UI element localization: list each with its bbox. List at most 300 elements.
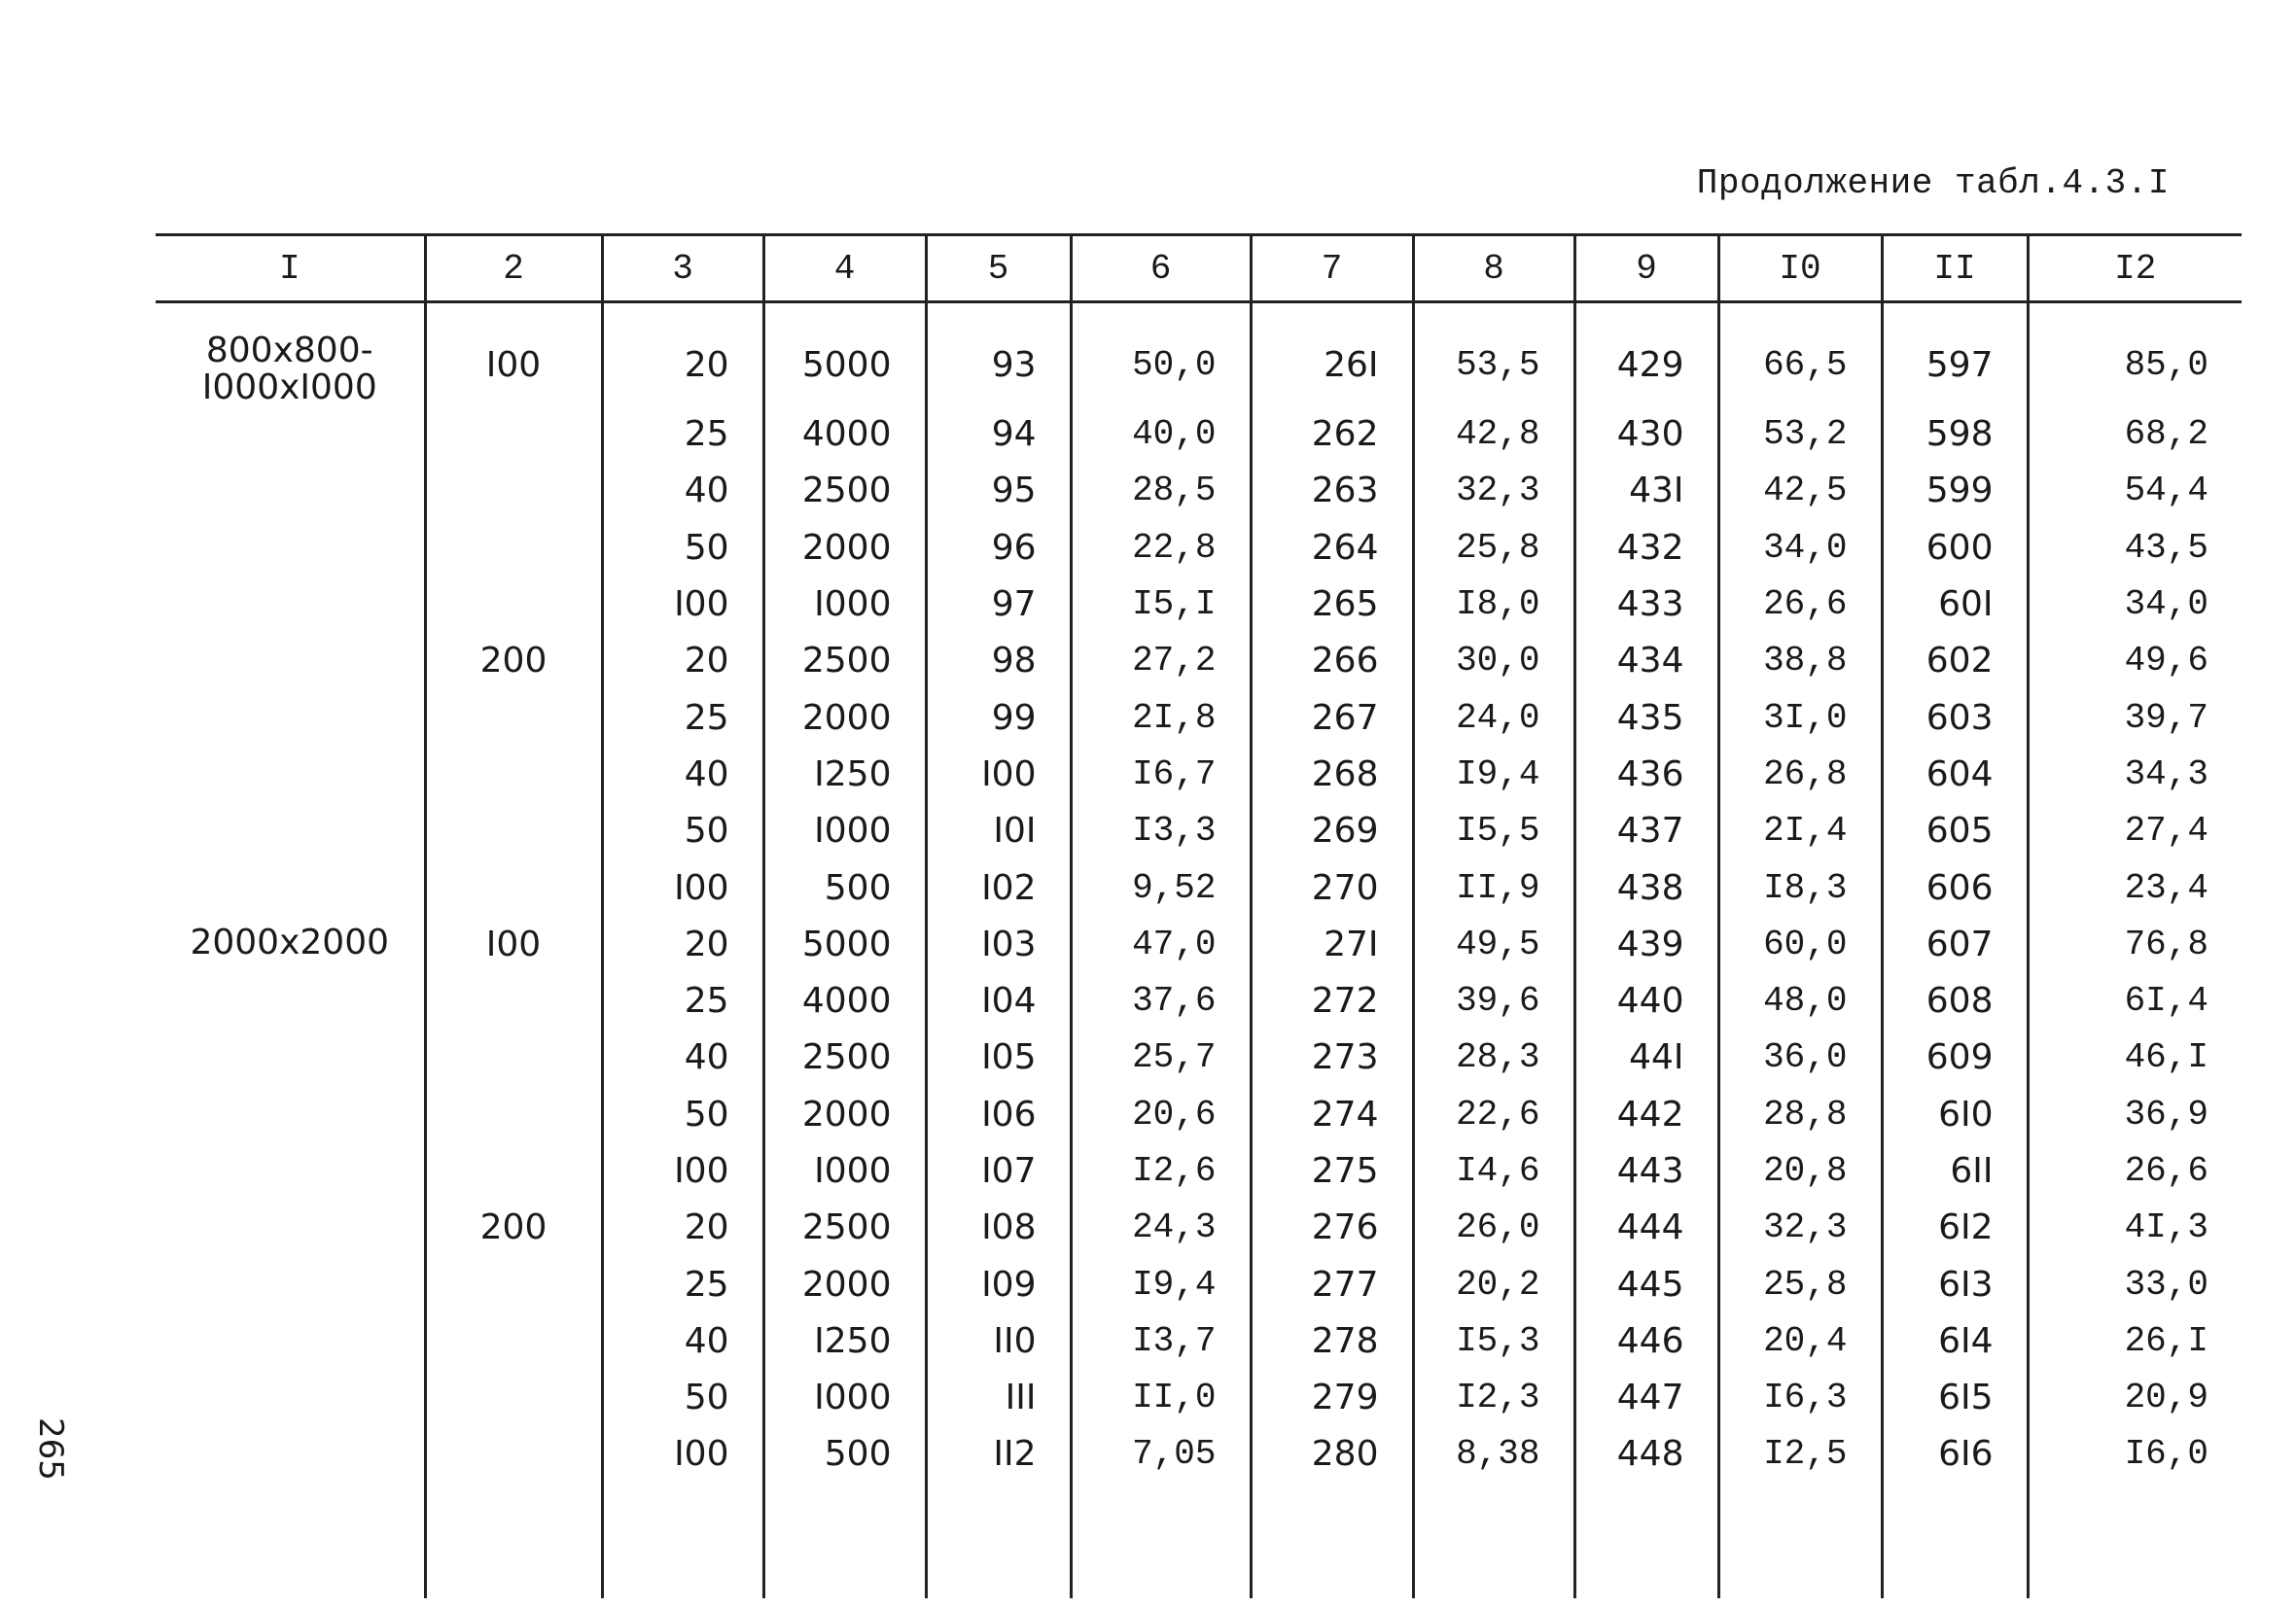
spacer-cell [926, 302, 1071, 326]
table-cell-col-1 [156, 1200, 425, 1256]
spacer-cell [1071, 302, 1251, 326]
table-cell-col-7: 280 [1251, 1426, 1413, 1483]
table-cell-col-12: 43,5 [2028, 520, 2242, 577]
table-cell-col-9: 443 [1574, 1143, 1718, 1200]
table-cell-col-4: I000 [763, 1370, 926, 1426]
table-row [156, 325, 2242, 406]
spacer-cell [425, 302, 602, 326]
table-cell-col-5: 97 [926, 577, 1071, 633]
table-cell-col-2 [425, 803, 602, 859]
table-cell-col-10: 25,8 [1718, 1256, 1882, 1312]
table-cell-col-2: 200 [425, 633, 602, 689]
table-cell-col-4: 2500 [763, 1030, 926, 1086]
table-cell-col-5: 98 [926, 633, 1071, 689]
table-cell-col-10: 60,0 [1718, 917, 1882, 973]
table-cell-col-6: I9,4 [1071, 1256, 1251, 1312]
table-row [156, 859, 2242, 916]
table-cell-col-12: 49,6 [2028, 633, 2242, 689]
table-row [156, 406, 2242, 463]
table-cell-col-10: 20,8 [1718, 1143, 1882, 1200]
table-row [156, 1030, 2242, 1086]
table-cell-col-8: I2,3 [1413, 1370, 1574, 1426]
data-table [156, 233, 2242, 1598]
table-cell-col-11: 609 [1882, 1030, 2028, 1086]
table-cell-col-5: 99 [926, 689, 1071, 746]
table-cell-col-6: I3,3 [1071, 803, 1251, 859]
table-cell-col-8: 22,6 [1413, 1087, 1574, 1143]
table-cell-col-1: 800x800- I000xI000 [201, 331, 377, 407]
table-cell-col-10: 66,5 [1718, 325, 1882, 406]
table-cell-col-10: 28,8 [1718, 1087, 1882, 1143]
table-cell-col-8: I5,3 [1413, 1313, 1574, 1370]
table-cell-col-8: 42,8 [1413, 406, 1574, 463]
table-cell-col-10: 53,2 [1718, 406, 1882, 463]
table-cell-col-4: 2500 [763, 1200, 926, 1256]
table-cell-col-2: 200 [425, 1200, 602, 1256]
table-cell-col-2 [425, 973, 602, 1030]
table-cell-col-5: II2 [926, 1426, 1071, 1483]
table-cell-col-9: 435 [1574, 689, 1718, 746]
table-cell-col-12: 34,3 [2028, 747, 2242, 803]
table-cell-col-6: 27,2 [1071, 633, 1251, 689]
table-cell-col-2 [425, 1143, 602, 1200]
table-cell-col-5: I03 [926, 917, 1071, 973]
table-cell-col-7: 267 [1251, 689, 1413, 746]
table-cell-col-11: 6II [1882, 1143, 2028, 1200]
table-cell-col-6: 47,0 [1071, 917, 1251, 973]
table-cell-col-2 [425, 1313, 602, 1370]
table-cell-col-9: 44I [1574, 1030, 1718, 1086]
table-cell-col-12: 26,6 [2028, 1143, 2242, 1200]
table-cell-col-5: I00 [926, 747, 1071, 803]
tail-cell [156, 1484, 425, 1598]
table-cell-col-4: I250 [763, 747, 926, 803]
table-cell-col-2 [425, 577, 602, 633]
table-cell-col-10: I2,5 [1718, 1426, 1882, 1483]
spacer-cell [602, 302, 763, 326]
table-cell-col-4: 2000 [763, 520, 926, 577]
table-cell-col-11: 604 [1882, 747, 2028, 803]
table-cell-col-9: 437 [1574, 803, 1718, 859]
tail-cell [425, 1484, 602, 1598]
table-cell-col-12: 4I,3 [2028, 1200, 2242, 1256]
table-cell-col-7: 275 [1251, 1143, 1413, 1200]
spacer-cell [1718, 302, 1882, 326]
table-cell-col-3: I00 [602, 577, 763, 633]
table-cell-col-2 [425, 406, 602, 463]
table-cell-col-11: 608 [1882, 973, 2028, 1030]
column-header-12: I2 [2028, 235, 2242, 302]
table-caption: Продолжение табл.4.3.I [1696, 163, 2170, 203]
table-cell-col-11: 602 [1882, 633, 2028, 689]
table-cell-col-8: I5,5 [1413, 803, 1574, 859]
table-cell-col-11: 6I0 [1882, 1087, 2028, 1143]
table-cell-col-11: 598 [1882, 406, 2028, 463]
tail-cell [763, 1484, 926, 1598]
table-cell-col-5: 94 [926, 406, 1071, 463]
spacer-cell [1882, 302, 2028, 326]
table-cell-col-1 [156, 520, 425, 577]
table-cell-col-4: 500 [763, 1426, 926, 1483]
table-cell-col-10: 26,8 [1718, 747, 1882, 803]
table-cell-col-3: 20 [602, 1200, 763, 1256]
table-cell-col-9: 432 [1574, 520, 1718, 577]
table-cell-col-3: 40 [602, 747, 763, 803]
table-cell-col-10: 36,0 [1718, 1030, 1882, 1086]
table-cell-col-9: 447 [1574, 1370, 1718, 1426]
table-cell-col-7: 264 [1251, 520, 1413, 577]
table-cell-col-11: 603 [1882, 689, 2028, 746]
table-cell-col-1 [156, 1313, 425, 1370]
page-number: 265 [31, 1417, 70, 1481]
table-cell-col-2 [425, 1030, 602, 1086]
table-cell-col-10: 26,6 [1718, 577, 1882, 633]
spacer-cell [1413, 302, 1574, 326]
table-row [156, 1426, 2242, 1483]
table-cell-col-1 [156, 1370, 425, 1426]
table-cell-col-7: 266 [1251, 633, 1413, 689]
table-cell-col-12: 68,2 [2028, 406, 2242, 463]
column-header-2: 2 [425, 235, 602, 302]
table-cell-col-11: 6I3 [1882, 1256, 2028, 1312]
table-cell-col-4: 4000 [763, 973, 926, 1030]
table-cell-col-3: 20 [602, 325, 763, 406]
table-row [156, 633, 2242, 689]
table-cell-col-9: 440 [1574, 973, 1718, 1030]
table-cell-col-8: I4,6 [1413, 1143, 1574, 1200]
table-cell-col-7: 279 [1251, 1370, 1413, 1426]
table-cell-col-3: 40 [602, 1030, 763, 1086]
table-cell-col-7: 278 [1251, 1313, 1413, 1370]
table-cell-col-3: I00 [602, 859, 763, 916]
table-cell-col-10: 48,0 [1718, 973, 1882, 1030]
table-cell-col-7: 272 [1251, 973, 1413, 1030]
table-cell-col-2 [425, 520, 602, 577]
spacer-cell [1574, 302, 1718, 326]
table-cell-col-5: I07 [926, 1143, 1071, 1200]
table-cell-col-3: I00 [602, 1143, 763, 1200]
column-header-5: 5 [926, 235, 1071, 302]
table-cell-col-5: II0 [926, 1313, 1071, 1370]
table-cell-col-7: 27I [1251, 917, 1413, 973]
table-cell-col-3: 25 [602, 689, 763, 746]
table-row [156, 917, 2242, 973]
table-cell-col-10: 32,3 [1718, 1200, 1882, 1256]
table-cell-col-12: 36,9 [2028, 1087, 2242, 1143]
table-cell-col-12: 26,I [2028, 1313, 2242, 1370]
table-tail-row [156, 1484, 2242, 1598]
table-cell-col-4: 2000 [763, 689, 926, 746]
table-cell-col-9: 43I [1574, 463, 1718, 519]
table-cell-col-5: III [926, 1370, 1071, 1426]
table-cell-col-7: 269 [1251, 803, 1413, 859]
tail-cell [1574, 1484, 1718, 1598]
tail-cell [2028, 1484, 2242, 1598]
table-cell-col-7: 26I [1251, 325, 1413, 406]
table-row [156, 1200, 2242, 1256]
table-header-row [156, 235, 2242, 302]
table-cell-col-12: 76,8 [2028, 917, 2242, 973]
table-cell-col-8: 49,5 [1413, 917, 1574, 973]
table-cell-col-1: 2000x2000 [190, 922, 390, 962]
table-cell-col-8: 25,8 [1413, 520, 1574, 577]
table-cell-col-1 [156, 406, 425, 463]
table-cell-col-3: 40 [602, 1313, 763, 1370]
table-cell-col-9: 442 [1574, 1087, 1718, 1143]
table-cell-col-1 [156, 689, 425, 746]
table-cell-col-4: 2000 [763, 1087, 926, 1143]
table-cell-col-6: 28,5 [1071, 463, 1251, 519]
table-cell-col-9: 433 [1574, 577, 1718, 633]
table-cell-col-9: 430 [1574, 406, 1718, 463]
table-cell-col-7: 268 [1251, 747, 1413, 803]
table-cell-col-1 [156, 1087, 425, 1143]
table-cell-col-12: 23,4 [2028, 859, 2242, 916]
table-cell-col-1 [156, 577, 425, 633]
table-cell-col-2: I00 [425, 325, 602, 406]
table-cell-col-2 [425, 689, 602, 746]
table-cell-col-4: 4000 [763, 406, 926, 463]
table-cell-col-4: I000 [763, 1143, 926, 1200]
table-cell-col-6: 20,6 [1071, 1087, 1251, 1143]
table-cell-col-1 [156, 633, 425, 689]
table-cell-col-8: 20,2 [1413, 1256, 1574, 1312]
table-cell-col-5: I08 [926, 1200, 1071, 1256]
column-header-8: 8 [1413, 235, 1574, 302]
table-cell-col-7: 265 [1251, 577, 1413, 633]
table-cell-col-10: 38,8 [1718, 633, 1882, 689]
table-cell-col-1 [156, 747, 425, 803]
table-cell-col-10: I6,3 [1718, 1370, 1882, 1426]
table-cell-col-12: 20,9 [2028, 1370, 2242, 1426]
table-cell-col-1 [156, 1030, 425, 1086]
table-cell-col-12: 27,4 [2028, 803, 2242, 859]
table-cell-col-4: 500 [763, 859, 926, 916]
table-cell-col-9: 429 [1574, 325, 1718, 406]
table-cell-col-9: 438 [1574, 859, 1718, 916]
table-cell-col-2: I00 [425, 917, 602, 973]
table-row [156, 747, 2242, 803]
table-cell-col-10: 2I,4 [1718, 803, 1882, 859]
table-cell-col-1 [156, 1143, 425, 1200]
table-row [156, 463, 2242, 519]
table-cell-col-6: I6,7 [1071, 747, 1251, 803]
table-cell-col-7: 274 [1251, 1087, 1413, 1143]
table-cell-col-9: 445 [1574, 1256, 1718, 1312]
spacer-cell [2028, 302, 2242, 326]
table-cell-col-6: 50,0 [1071, 325, 1251, 406]
column-header-1: I [156, 235, 425, 302]
table-cell-col-12: 33,0 [2028, 1256, 2242, 1312]
table-row [156, 689, 2242, 746]
table-cell-col-1 [156, 1426, 425, 1483]
table-spacer-row [156, 302, 2242, 326]
table-row [156, 520, 2242, 577]
table-cell-col-8: 26,0 [1413, 1200, 1574, 1256]
table-cell-col-3: 20 [602, 633, 763, 689]
table-cell-col-11: 600 [1882, 520, 2028, 577]
table-cell-col-4: 5000 [763, 325, 926, 406]
table-cell-col-8: 39,6 [1413, 973, 1574, 1030]
table-cell-col-6: I2,6 [1071, 1143, 1251, 1200]
table-cell-col-11: 6I2 [1882, 1200, 2028, 1256]
tail-cell [1413, 1484, 1574, 1598]
table-row [156, 1256, 2242, 1312]
table-cell-col-5: 95 [926, 463, 1071, 519]
tail-cell [602, 1484, 763, 1598]
table-cell-col-5: 93 [926, 325, 1071, 406]
table-cell-col-5: I06 [926, 1087, 1071, 1143]
table-cell-col-1 [156, 859, 425, 916]
table-cell-col-2 [425, 1426, 602, 1483]
table-cell-col-8: 28,3 [1413, 1030, 1574, 1086]
table-cell-col-9: 434 [1574, 633, 1718, 689]
table-cell-col-3: 50 [602, 520, 763, 577]
table-cell-col-6: 7,05 [1071, 1426, 1251, 1483]
table-cell-col-7: 263 [1251, 463, 1413, 519]
spacer-cell [1251, 302, 1413, 326]
table-cell-col-10: 34,0 [1718, 520, 1882, 577]
table-cell-col-9: 444 [1574, 1200, 1718, 1256]
table-row [156, 1143, 2242, 1200]
table-cell-col-2 [425, 1087, 602, 1143]
spacer-cell [156, 302, 425, 326]
table-cell-col-5: 96 [926, 520, 1071, 577]
table-cell-col-3: 25 [602, 1256, 763, 1312]
column-header-3: 3 [602, 235, 763, 302]
table-cell-col-12: 54,4 [2028, 463, 2242, 519]
table-cell-col-6: I5,I [1071, 577, 1251, 633]
table-cell-col-11: 6I5 [1882, 1370, 2028, 1426]
table-cell-col-4: 2500 [763, 463, 926, 519]
table-cell-col-10: 3I,0 [1718, 689, 1882, 746]
table-cell-col-5: I04 [926, 973, 1071, 1030]
table-cell-col-11: 60I [1882, 577, 2028, 633]
table-cell-col-2 [425, 747, 602, 803]
table-cell-col-9: 448 [1574, 1426, 1718, 1483]
table-cell-col-11: 597 [1882, 325, 2028, 406]
table-cell-col-9: 446 [1574, 1313, 1718, 1370]
table-cell-col-1 [156, 1256, 425, 1312]
table-cell-col-11: 6I4 [1882, 1313, 2028, 1370]
table-cell-col-1 [156, 463, 425, 519]
data-table-container [156, 233, 2242, 1475]
table-cell-col-3: 50 [602, 1087, 763, 1143]
table-cell-col-12: 46,I [2028, 1030, 2242, 1086]
table-body [156, 302, 2242, 1598]
table-cell-col-9: 436 [1574, 747, 1718, 803]
table-cell-col-4: I000 [763, 577, 926, 633]
table-cell-col-10: 20,4 [1718, 1313, 1882, 1370]
table-cell-col-7: 262 [1251, 406, 1413, 463]
column-header-4: 4 [763, 235, 926, 302]
table-row [156, 973, 2242, 1030]
table-cell-col-11: 599 [1882, 463, 2028, 519]
table-cell-col-2 [425, 1370, 602, 1426]
table-cell-col-12: 85,0 [2028, 325, 2242, 406]
table-cell-col-3: 40 [602, 463, 763, 519]
table-cell-col-4: I250 [763, 1313, 926, 1370]
table-row [156, 1313, 2242, 1370]
table-cell-col-6: II,0 [1071, 1370, 1251, 1426]
table-cell-col-6: 25,7 [1071, 1030, 1251, 1086]
table-cell-col-1 [156, 803, 425, 859]
table-cell-col-8: 53,5 [1413, 325, 1574, 406]
table-cell-col-10: 42,5 [1718, 463, 1882, 519]
tail-cell [1718, 1484, 1882, 1598]
tail-cell [1071, 1484, 1251, 1598]
tail-cell [1251, 1484, 1413, 1598]
table-cell-col-6: 2I,8 [1071, 689, 1251, 746]
table-cell-col-8: 32,3 [1413, 463, 1574, 519]
table-cell-col-5: I02 [926, 859, 1071, 916]
table-cell-col-7: 270 [1251, 859, 1413, 916]
table-cell-col-12: 39,7 [2028, 689, 2242, 746]
table-cell-col-8: I8,0 [1413, 577, 1574, 633]
table-cell-col-12: 6I,4 [2028, 973, 2242, 1030]
table-cell-col-12: 34,0 [2028, 577, 2242, 633]
table-row [156, 1087, 2242, 1143]
table-cell-col-6: 22,8 [1071, 520, 1251, 577]
table-cell-col-8: I9,4 [1413, 747, 1574, 803]
table-cell-col-2 [425, 859, 602, 916]
table-cell-col-3: 25 [602, 406, 763, 463]
table-cell-col-11: 605 [1882, 803, 2028, 859]
table-cell-col-5: I0I [926, 803, 1071, 859]
table-cell-col-6: 9,52 [1071, 859, 1251, 916]
table-cell-col-4: 2500 [763, 633, 926, 689]
table-cell-col-3: 20 [602, 917, 763, 973]
table-row [156, 577, 2242, 633]
spacer-cell [763, 302, 926, 326]
table-cell-col-6: I3,7 [1071, 1313, 1251, 1370]
table-cell-col-3: 50 [602, 1370, 763, 1426]
table-row [156, 803, 2242, 859]
table-cell-col-5: I09 [926, 1256, 1071, 1312]
column-header-7: 7 [1251, 235, 1413, 302]
table-cell-col-11: 606 [1882, 859, 2028, 916]
table-cell-col-6: 24,3 [1071, 1200, 1251, 1256]
table-cell-col-5: I05 [926, 1030, 1071, 1086]
table-cell-col-6: 40,0 [1071, 406, 1251, 463]
table-cell-col-2 [425, 1256, 602, 1312]
table-cell-col-10: I8,3 [1718, 859, 1882, 916]
tail-cell [926, 1484, 1071, 1598]
column-header-11: II [1882, 235, 2028, 302]
table-cell-col-12: I6,0 [2028, 1426, 2242, 1483]
table-cell-col-7: 277 [1251, 1256, 1413, 1312]
table-cell-col-9: 439 [1574, 917, 1718, 973]
column-header-10: I0 [1718, 235, 1882, 302]
table-cell-col-3: 50 [602, 803, 763, 859]
table-cell-col-3: I00 [602, 1426, 763, 1483]
table-cell-col-8: 30,0 [1413, 633, 1574, 689]
table-cell-col-7: 276 [1251, 1200, 1413, 1256]
table-cell-col-6: 37,6 [1071, 973, 1251, 1030]
table-cell-col-4: I000 [763, 803, 926, 859]
column-header-6: 6 [1071, 235, 1251, 302]
table-cell-col-2 [425, 463, 602, 519]
table-cell-col-11: 607 [1882, 917, 2028, 973]
table-cell-col-4: 2000 [763, 1256, 926, 1312]
table-row [156, 1370, 2242, 1426]
table-cell-col-3: 25 [602, 973, 763, 1030]
table-cell-col-8: II,9 [1413, 859, 1574, 916]
column-header-9: 9 [1574, 235, 1718, 302]
tail-cell [1882, 1484, 2028, 1598]
table-cell-col-7: 273 [1251, 1030, 1413, 1086]
table-cell-col-1 [156, 973, 425, 1030]
